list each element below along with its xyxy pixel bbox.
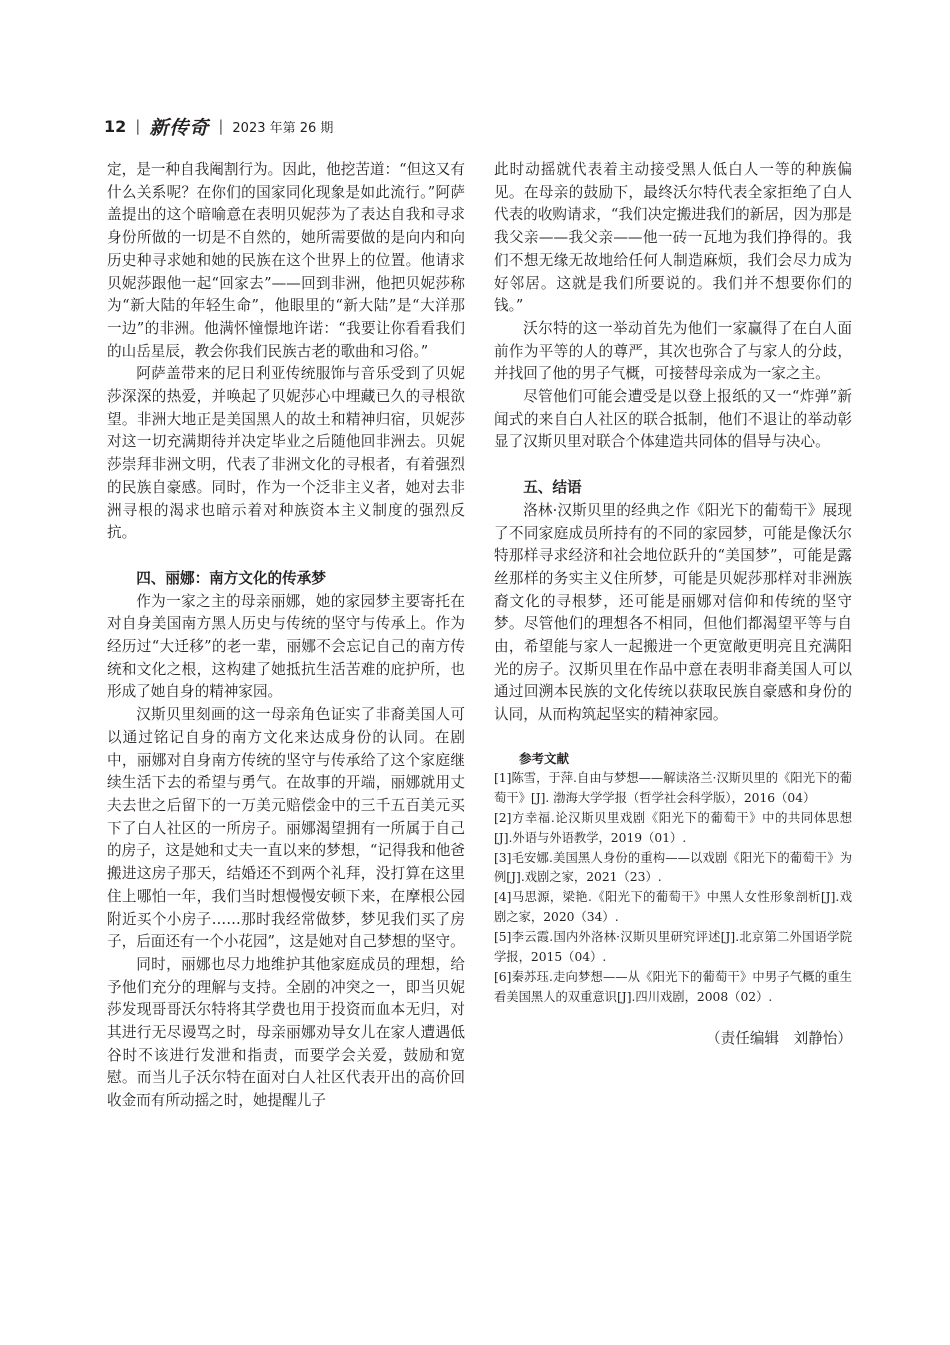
body-paragraph: 洛林·汉斯贝里的经典之作《阳光下的葡萄干》展现了不同家庭成员所持有的不同的家园梦，可能是像沃尔特那样寻求经济和社会地位跃升的“美国梦”，可能是露丝那样的务实主义住所梦，可能是贝妮莎那样对非洲族裔文化的寻根梦，还可能是丽娜对信仰和传统的坚守梦。尽管他们的理想各不相同，但他们都渴望平等与自由，希望能与家人一起搬进一个更宽敞更明亮且充满阳光的房子。汉斯贝里在作品中意在表明非裔美国人可以通过回溯本民族的文化传统以获取民族自豪感和身份的认同，从而构筑起坚实的精神家园。 xyxy=(494,501,852,724)
body-paragraph: 此时动摇就代表着主动接受黑人低白人一等的种族偏见。在母亲的鼓励下，最终沃尔特代表全家拒绝了白人代表的收购请求，“我们决定搬进我们的新居，因为那是我父亲——我父亲——他一砖一瓦地为我们挣得的。我们不想无缘无故地给任何人制造麻烦，我们会尽力成为好邻居。这就是我们所要说的。我们并不想要你们的钱。” xyxy=(494,161,852,315)
page-header xyxy=(104,113,333,139)
right-column xyxy=(494,159,852,1050)
reference-item: [1]陈雪，于萍.自由与梦想——解读洛兰·汉斯贝里的《阳光下的葡萄干》[J]. 渤海大学学报（哲学社会科学版），2016（04） xyxy=(494,770,852,805)
body-paragraph: 阿萨盖带来的尼日利亚传统服饰与音乐受到了贝妮莎深深的热爱，并唤起了贝妮莎心中埋藏已久的寻根欲望。非洲大地正是美国黑人的故土和精神归宿，贝妮莎对这一切充满期待并决定毕业之后随他回非洲去。贝妮莎崇拜非洲文明，代表了非洲文化的寻根者，有着强烈的民族自豪感。同时，作为一个泛非主义者，她对去非洲寻根的渴求也暗示着对种族资本主义制度的强烈反抗。 xyxy=(107,365,465,542)
header-divider: | xyxy=(135,117,141,135)
reference-item: [3]毛安娜.美国黑人身份的重构——以戏剧《阳光下的葡萄干》为例[J].戏剧之家，2021（23）. xyxy=(494,850,852,885)
body-paragraph: 沃尔特的这一举动首先为他们一家赢得了在白人面前作为平等的人的尊严，其次也弥合了与家人的分歧，并找回了他的男子气概，可接替母亲成为一家之主。 xyxy=(494,319,852,383)
header-divider: | xyxy=(218,117,224,135)
section-heading: 五、结语 xyxy=(523,479,582,497)
body-paragraph: 作为一家之主的母亲丽娜，她的家园梦主要寄托在对自身美国南方黑人历史与传统的坚守与传承上。作为经历过“大迁移”的老一辈，丽娜不会忘记自己的南方传统和文化之根，这构建了她抵抗生活苦难的庇护所，也形成了她自身的精神家园。 xyxy=(107,592,465,701)
journal-logo: 新传奇 xyxy=(149,116,210,139)
section-heading: 四、丽娜：南方文化的传承梦 xyxy=(136,569,326,587)
body-paragraph: 汉斯贝里刻画的这一母亲角色证实了非裔美国人可以通过铭记自身的南方文化来达成身份的认同。在剧中，丽娜对自身南方传统的坚守与传承给了这个家庭继续生活下去的希望与勇气。在故事的开端，丽娜就用丈夫去世之后留下的一万美元赔偿金中的三千五百美元买下了白人社区的一所房子。丽娜渴望拥有一所属于自己的房子，这是她和丈夫一直以来的梦想，“记得我和他爸搬进这房子那天，结婚还不到两个礼拜，没打算在这里住上哪怕一年，我们当时想慢慢安顿下来，在摩根公园附近买个小房子……那时我经常做梦，梦见我们买了房子，后面还有一个小花园”，这是她对自己梦想的坚守。 xyxy=(107,706,465,951)
reference-item: [2]方幸福.论汉斯贝里戏剧《阳光下的葡萄干》中的共同体思想[J].外语与外语教学，2019（01）. xyxy=(494,810,852,845)
body-paragraph: 定，是一种自我阉割行为。因此，他挖苦道：“但这又有什么关系呢？在你们的国家同化现象是如此流行。”阿萨盖提出的这个暗喻意在表明贝妮莎为了表达自我和寻求身份所做的一切是不自然的，她所需要做的是向内和向历史种寻求她和她的民族在这个世界上的位置。他请求贝妮莎跟他一起“回家去”——回到非洲，他把贝妮莎称为“新大陆的年轻生命”，他眼里的“新大陆”是“大洋那一边”的非洲。他满怀憧憬地许诺：“我要让你看看我们的山岳星辰，教会你我们民族古老的歌曲和习俗。” xyxy=(107,161,465,360)
editor-note: （责任编辑 刘静怡） xyxy=(706,1029,852,1047)
reference-item: [6]秦苏珏.走向梦想——从《阳光下的葡萄干》中男子气概的重生看美国黑人的双重意识[J].四川戏剧，2008（02）. xyxy=(494,969,852,1004)
reference-item: [4]马思源，梁艳.《阳光下的葡萄干》中黑人女性形象剖析[J].戏剧之家，2020（34）. xyxy=(494,890,852,925)
issue-label: 2023 年第 26 期 xyxy=(232,120,334,136)
references-heading: 参考文献 xyxy=(519,750,570,766)
body-paragraph: 同时，丽娜也尽力地维护其他家庭成员的理想，给予他们充分的理解与支持。全剧的冲突之一，即当贝妮莎发现哥哥沃尔特将其学费也用于投资而血本无归，对其进行无尽谩骂之时，母亲丽娜劝导女儿在家人遭遇低谷时不该进行发泄和指责，而要学会关爱，鼓励和宽慰。而当儿子沃尔特在面对白人社区代表开出的高价回收金而有所动摇之时，她提醒儿子 xyxy=(107,955,465,1110)
reference-item: [5]李云霞.国内外洛林·汉斯贝里研究评述[J].北京第二外国语学院学报，2015（04）. xyxy=(494,930,852,965)
reference-list xyxy=(494,769,852,1008)
left-column xyxy=(107,159,465,1113)
page-number: 12 xyxy=(104,116,127,136)
body-paragraph: 尽管他们可能会遭受是以登上报纸的又一“炸弹”新闻式的来自白人社区的联合抵制，他们不退让的举动彰显了汉斯贝里对联合个体建造共同体的倡导与决心。 xyxy=(494,388,852,451)
